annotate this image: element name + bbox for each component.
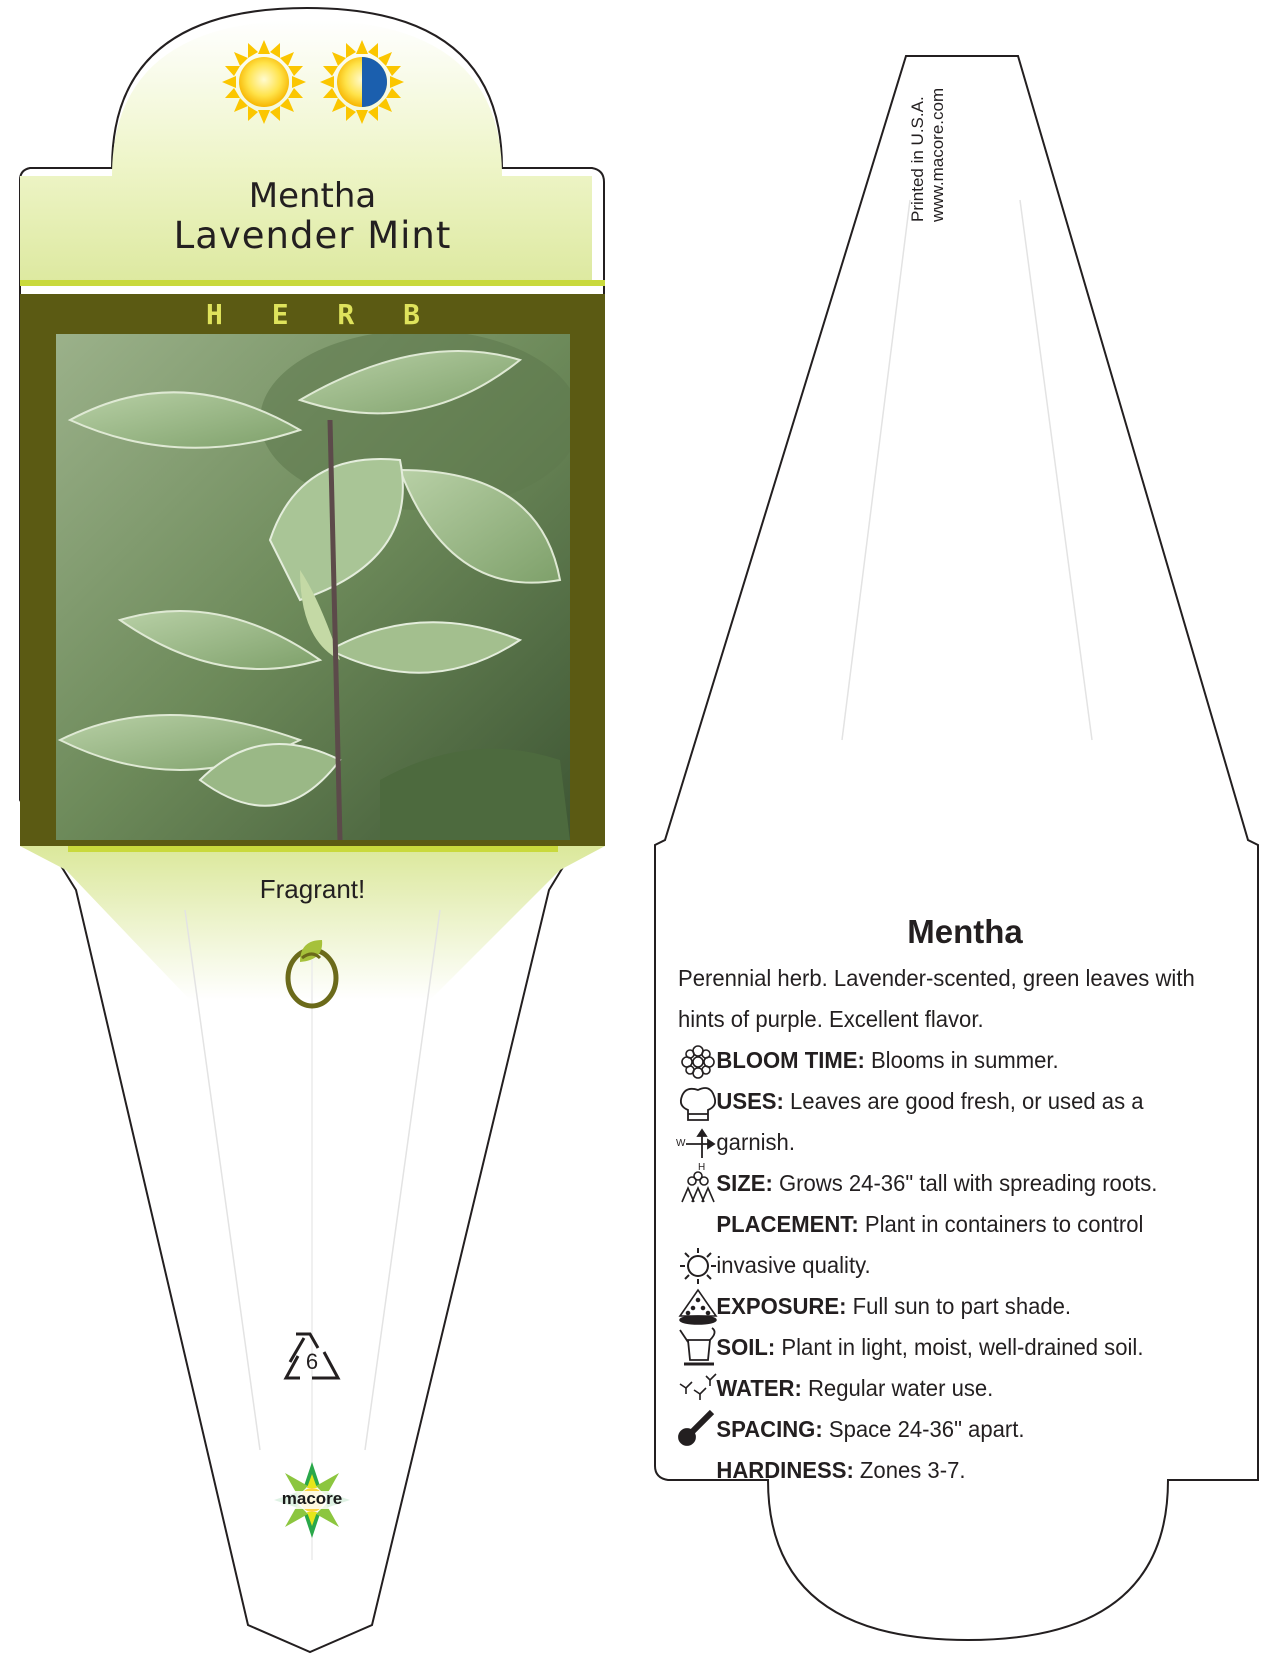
attribute-value: Space 24-36" apart. (822, 1416, 1025, 1442)
attribute-label: SOIL: (716, 1334, 776, 1360)
attribute-label: WATER: (716, 1375, 802, 1401)
attribute-row (678, 1327, 1225, 1368)
attribute-row (678, 1204, 1225, 1286)
attribute-label: SIZE: (716, 1170, 773, 1196)
tagline: Fragrant! (259, 874, 366, 904)
care-instructions (678, 958, 1225, 1491)
attribute-label: EXPOSURE: (716, 1293, 847, 1319)
attribute-label: BLOOM TIME: (716, 1047, 865, 1073)
back-title: Mentha (907, 913, 1023, 950)
attribute-row (678, 1450, 1225, 1491)
svg-text:W: W (676, 1138, 686, 1149)
attribute-value: Full sun to part shade. (846, 1293, 1072, 1319)
part-shade-icon (320, 40, 404, 124)
description: Perennial herb. Lavender-scented, green leaves with hints of purple. Excellent flavor. (678, 965, 1195, 1032)
attribute-row (678, 1409, 1225, 1450)
printed-in-usa (908, 88, 948, 222)
attribute-label: PLACEMENT: (716, 1211, 859, 1237)
attribute-value: Plant in containers to control invasive quality. (716, 1211, 1144, 1278)
category-letter: E (271, 298, 289, 331)
attribute-value: Leaves are good fresh, or used as a garnish. (716, 1088, 1144, 1155)
attribute-label: USES: (716, 1088, 784, 1114)
attribute-row (678, 1040, 1225, 1081)
attribute-value: Plant in light, moist, well-drained soil. (775, 1334, 1144, 1360)
category-letter: B (403, 298, 420, 331)
attribute-value: Blooms in summer. (864, 1047, 1059, 1073)
category-label (56, 298, 570, 332)
attribute-row (678, 1081, 1225, 1163)
category-letter: R (337, 298, 355, 331)
full-sun-icon (222, 40, 306, 124)
attribute-row (678, 1368, 1225, 1409)
attribute-value: Grows 24-36" tall with spreading roots. (772, 1170, 1158, 1196)
attribute-row (678, 1163, 1225, 1204)
front-variety-name: Lavender Mint (173, 214, 452, 257)
front-genus: Mentha (248, 176, 377, 216)
svg-text:H: H (698, 1162, 706, 1173)
attribute-value: Zones 3-7. (853, 1457, 966, 1483)
mint-photo (56, 330, 580, 840)
attribute-label: HARDINESS: (716, 1457, 854, 1483)
printed-line: Printed in U.S.A. (908, 96, 927, 222)
attribute-row (678, 1286, 1225, 1327)
category-letter: H (206, 298, 223, 331)
website-line: www.macore.com (928, 87, 947, 222)
recycle-number: 6 (305, 1349, 319, 1374)
brand-name: macore (281, 1489, 343, 1508)
attribute-label: SPACING: (716, 1416, 823, 1442)
attribute-value: Regular water use. (801, 1375, 994, 1401)
